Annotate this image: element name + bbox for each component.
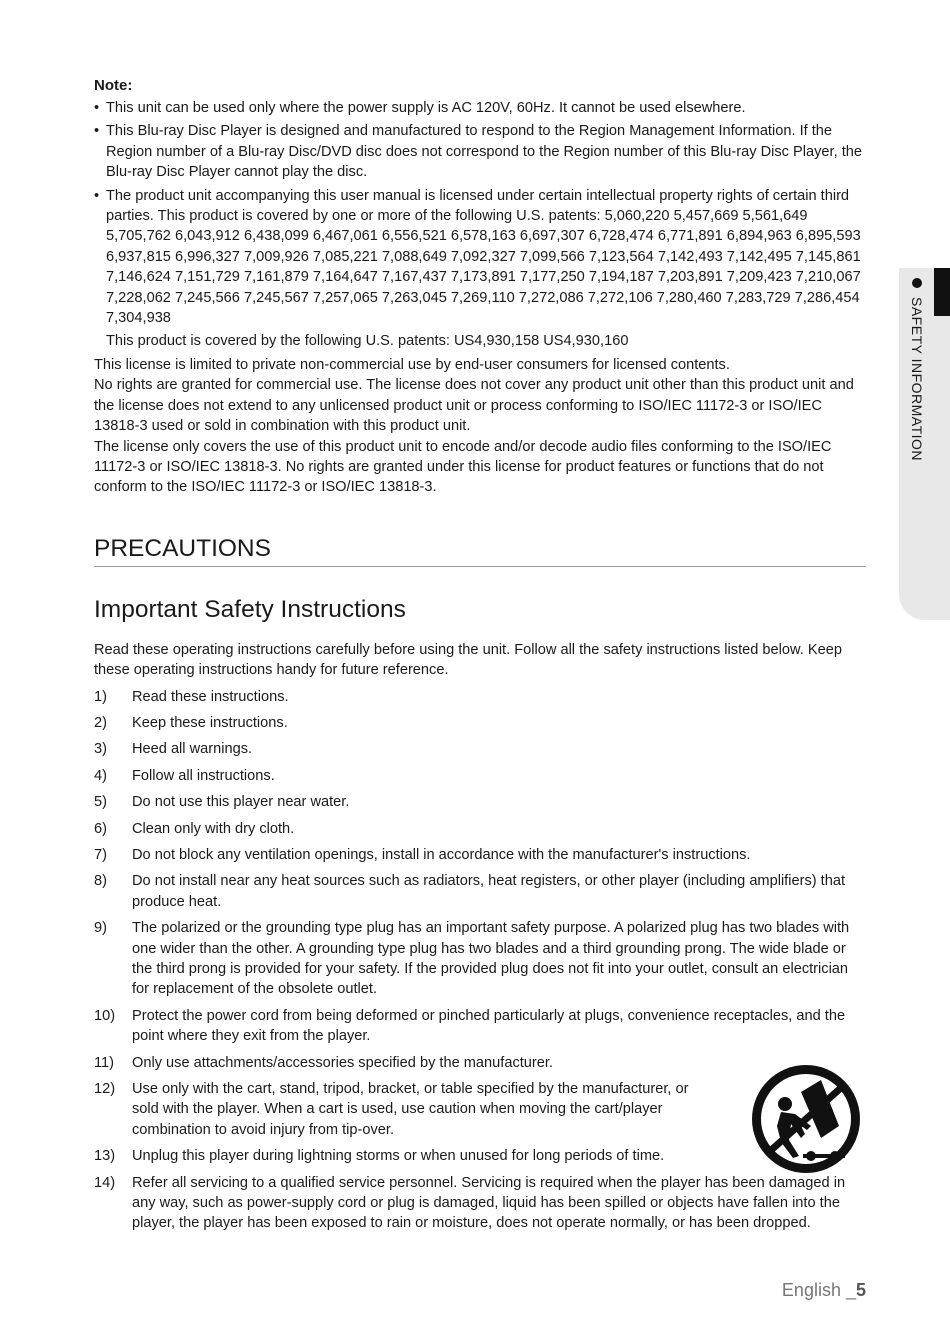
item-number: 7) bbox=[94, 846, 107, 863]
item-text: Use only with the cart, stand, tripod, bracket, or table specified by the manufacturer, or sold with the player. When a cart is used, use caution when moving the cart/player combination to avoid injury from tip-over. bbox=[132, 1081, 689, 1138]
bullet-dot-icon bbox=[912, 278, 922, 288]
list-item bbox=[94, 918, 866, 1000]
note-bullet bbox=[94, 98, 866, 118]
note-bullet-text: • The product unit accompanying this user manual is licensed under certain intellectual property rights of certain third parties. This product is covered by one or more of the following U.S. patents: 5,060,220 5,457,669 5,561,649 5,705,762 6,043,912 6,438,099 6,467,061 6,556,521 6,578,163 6,697,307 6,728,474 6,771,891 6,894,963 6,895,593 6,937,815 6,996,327 7,009,926 7,085,221 7,088,649 7,092,327 7,099,566 7,123,564 7,142,493 7,142,495 7,145,861 7,146,624 7,151,729 7,161,879 7,164,647 7,167,437 7,173,891 7,177,250 7,194,187 7,203,891 7,209,423 7,210,067 7,228,062 7,245,566 7,245,567 7,257,065 7,263,045 7,269,110 7,272,086 7,272,106 7,280,460 7,283,729 7,286,454 7,304,938 bbox=[106, 187, 861, 327]
side-tab-label bbox=[902, 278, 932, 490]
license-paragraph: No rights are granted for commercial use. The license does not cover any product unit other than this product unit and the license does not extend to any unlicensed product unit or process conforming to ISO/IEC 11172-3 or ISO/IEC 13818-3 used or sold in combination with this product unit. bbox=[94, 377, 854, 435]
item-number: 8) bbox=[94, 873, 107, 890]
item-number: 5) bbox=[94, 794, 107, 811]
subsection-heading: Important Safety Instructions bbox=[94, 595, 406, 623]
item-text: Do not use this player near water. bbox=[132, 794, 350, 811]
note-bullet-subtext: This product is covered by the following U.S. patents: US4,930,158 US4,930,160 bbox=[106, 333, 629, 350]
list-item bbox=[94, 819, 866, 839]
item-number: 9) bbox=[94, 920, 107, 937]
note-title: Note: bbox=[94, 77, 133, 94]
item-number: 4) bbox=[94, 767, 107, 784]
item-text: Follow all instructions. bbox=[132, 767, 275, 784]
page-number: 5 bbox=[855, 1280, 866, 1300]
item-text: Keep these instructions. bbox=[132, 714, 288, 731]
note-bullet-text: • This Blu-ray Disc Player is designed and manufactured to respond to the Region Management Information. If the Region number of a Blu-ray Disc/DVD disc does not correspond to the Region number of this Blu-ray Disc Player, the Blu-ray Disc Player cannot play the disc. bbox=[106, 123, 862, 181]
intro-paragraph: Read these operating instructions carefully before using the unit. Follow all the safety instructions listed below. Keep these operating instructions handy for future reference. bbox=[94, 641, 842, 679]
footer-language: English _ bbox=[781, 1280, 856, 1300]
item-number: 13) bbox=[94, 1148, 116, 1165]
cart-tip-over-warning-icon bbox=[751, 1064, 861, 1174]
item-text: The polarized or the grounding type plug has an important safety purpose. A polarized plug has two blades with one wider than the other. A grounding type plug has two blades and a third grounding prong. The wide blade or the third prong is provided for your safety. If the provided plug does not fit into your outlet, consult an electrician for replacement of the obsolete outlet. bbox=[132, 920, 850, 998]
item-text: Clean only with dry cloth. bbox=[132, 820, 295, 837]
list-item bbox=[94, 713, 866, 733]
item-number: 10) bbox=[94, 1007, 116, 1024]
page-content bbox=[94, 76, 866, 1234]
note-bullet-text: • This unit can be used only where the power supply is AC 120V, 60Hz. It cannot be used elsewhere. bbox=[106, 100, 746, 116]
list-item bbox=[94, 1173, 866, 1234]
note-bullet bbox=[94, 121, 866, 182]
item-number: 1) bbox=[94, 688, 107, 705]
item-text: Refer all servicing to a qualified service personnel. Servicing is required when the player has been damaged in any way, such as power-supply cord or plug is damaged, liquid has been spilled or objects have fallen into the player, the player has been exposed to rain or moisture, does not operate normally, or has been dropped. bbox=[132, 1174, 846, 1232]
item-number: 14) bbox=[94, 1174, 116, 1191]
item-text: Heed all warnings. bbox=[132, 741, 253, 758]
item-text: Do not block any ventilation openings, install in accordance with the manufacturer's instructions. bbox=[132, 846, 751, 863]
item-number: 6) bbox=[94, 820, 107, 837]
list-item bbox=[94, 1006, 866, 1047]
list-item bbox=[94, 845, 866, 865]
section-heading: PRECAUTIONS bbox=[94, 534, 866, 567]
side-tab-marker bbox=[934, 268, 950, 316]
note-bullet bbox=[94, 186, 866, 352]
side-tab-text: SAFETY INFORMATION bbox=[909, 297, 925, 462]
list-item bbox=[94, 871, 866, 912]
list-item bbox=[94, 766, 866, 786]
item-number: 11) bbox=[94, 1054, 115, 1071]
item-text: Do not install near any heat sources such as radiators, heat registers, or other player (including amplifiers) that produce heat. bbox=[132, 873, 846, 910]
item-number: 12) bbox=[94, 1081, 116, 1098]
item-text: Read these instructions. bbox=[132, 688, 289, 705]
list-item bbox=[94, 739, 866, 759]
item-text: Protect the power cord from being deformed or pinched particularly at plugs, convenience receptacles, and the point where they exit from the player. bbox=[132, 1007, 846, 1045]
list-item bbox=[94, 792, 866, 812]
page-footer bbox=[782, 1280, 866, 1301]
license-paragraph: This license is limited to private non-commercial use by end-user consumers for licensed contents. bbox=[94, 356, 730, 373]
license-paragraph: The license only covers the use of this product unit to encode and/or decode audio files conforming to the ISO/IEC 11172-3 or ISO/IEC 13818-3. No rights are granted under this license for product features or functions that do not conform to the ISO/IEC 11172-3 or ISO/IEC 13818-3. bbox=[94, 438, 832, 496]
item-text: Only use attachments/accessories specified by the manufacturer. bbox=[132, 1054, 553, 1071]
item-number: 3) bbox=[94, 741, 107, 758]
item-text: Unplug this player during lightning storms or when unused for long periods of time. bbox=[132, 1148, 665, 1165]
list-item bbox=[94, 687, 866, 707]
item-number: 2) bbox=[94, 714, 107, 731]
